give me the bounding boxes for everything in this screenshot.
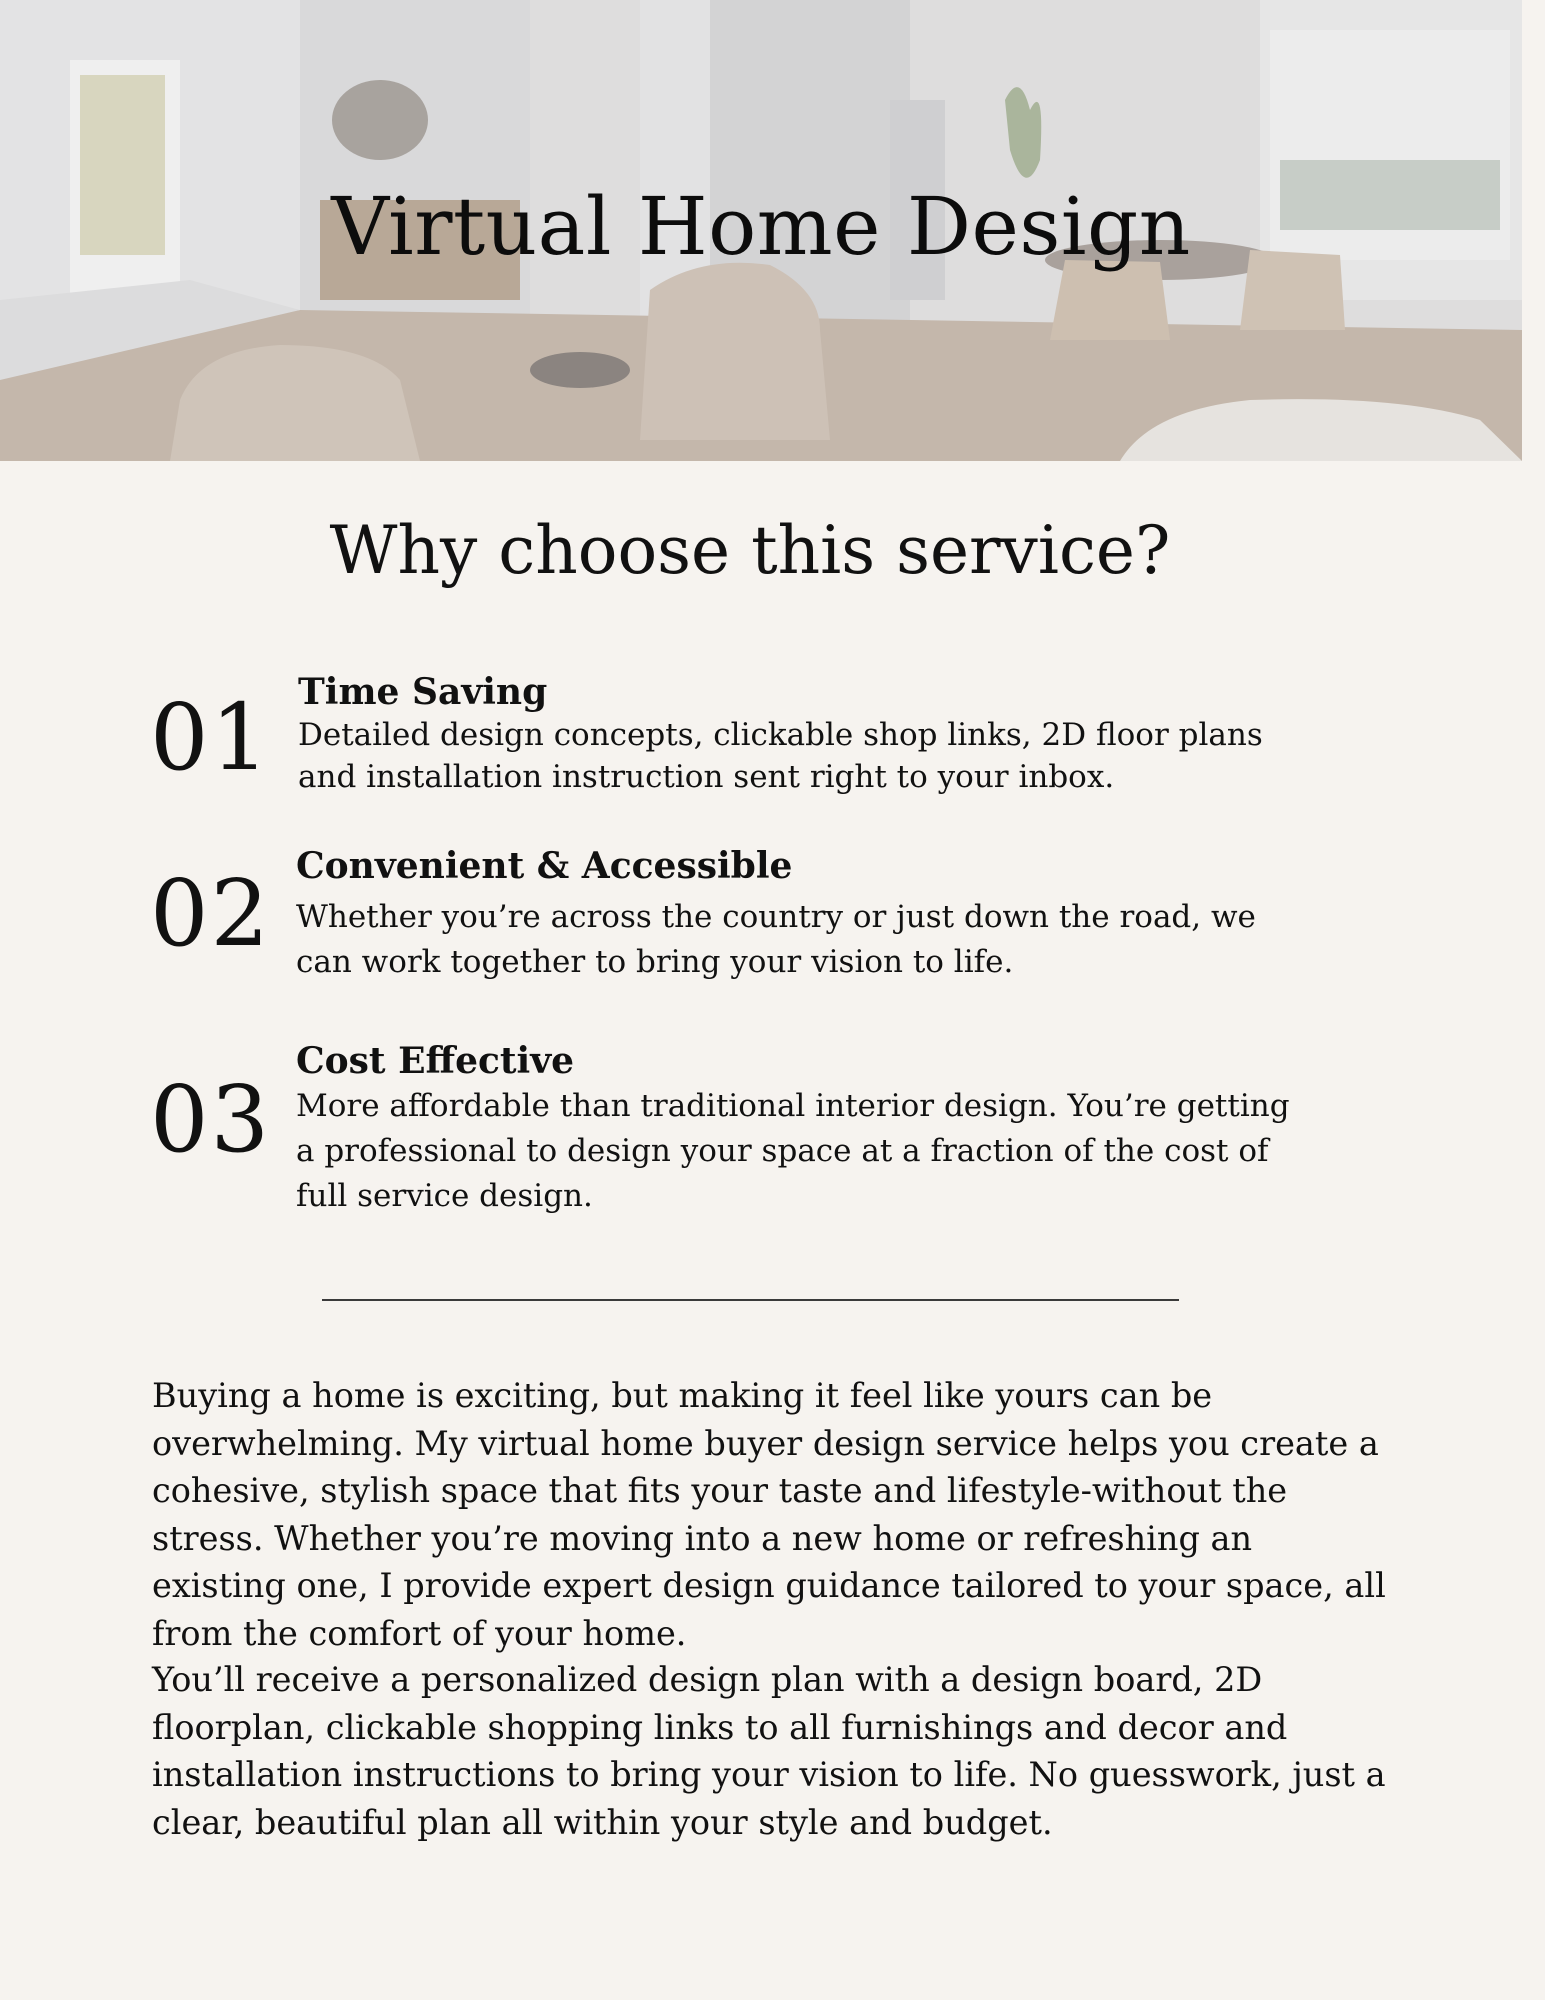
feature-description: Detailed design concepts, clickable shop links, 2D floor plans and installation instruction sent right to your inbox.	[298, 717, 1263, 796]
feature-number: 01	[150, 684, 272, 791]
intro-paragraph: Buying a home is exciting, but making it feel like yours can be overwhelming. My virtual home buyer design service helps you create a cohesive, stylish space that fits your taste and lifestyle-without the stress. Whether you’re moving into a new home or refreshing an existing one, I provide expert design guidance tailored to your space, all from the comfort of your home.	[152, 1376, 1386, 1653]
feature-description: Whether you’re across the country or just down the road, we can work together to bring your vision to life.	[296, 899, 1256, 981]
feature-title: Convenient & Accessible	[296, 845, 793, 887]
feature-title: Cost Effective	[296, 1040, 575, 1082]
feature-number: 03	[150, 1066, 272, 1173]
feature-content	[296, 1041, 1296, 1219]
details-paragraph: You’ll receive a personalized design plan with a design board, 2D floorplan, clickable shopping links to all furnishings and decor and installation instructions to bring your vision to life. No guesswork, just a clear, beautiful plan all within your style and budget.	[152, 1660, 1386, 1842]
section-heading: Why choose this service?	[329, 512, 1171, 589]
feature-item	[150, 846, 1350, 996]
page-title: Virtual Home Design	[331, 180, 1191, 273]
feature-content	[296, 846, 1296, 985]
hero-banner	[0, 0, 1522, 461]
feature-item	[150, 1041, 1350, 1241]
feature-description: More affordable than traditional interior design. You’re getting a professional to design your space at a fraction of the cost of full service design.	[296, 1088, 1290, 1215]
feature-number: 02	[150, 860, 272, 967]
section-divider	[322, 1299, 1179, 1301]
feature-item	[150, 672, 1350, 812]
feature-content	[298, 672, 1298, 799]
feature-title: Time Saving	[298, 671, 548, 713]
